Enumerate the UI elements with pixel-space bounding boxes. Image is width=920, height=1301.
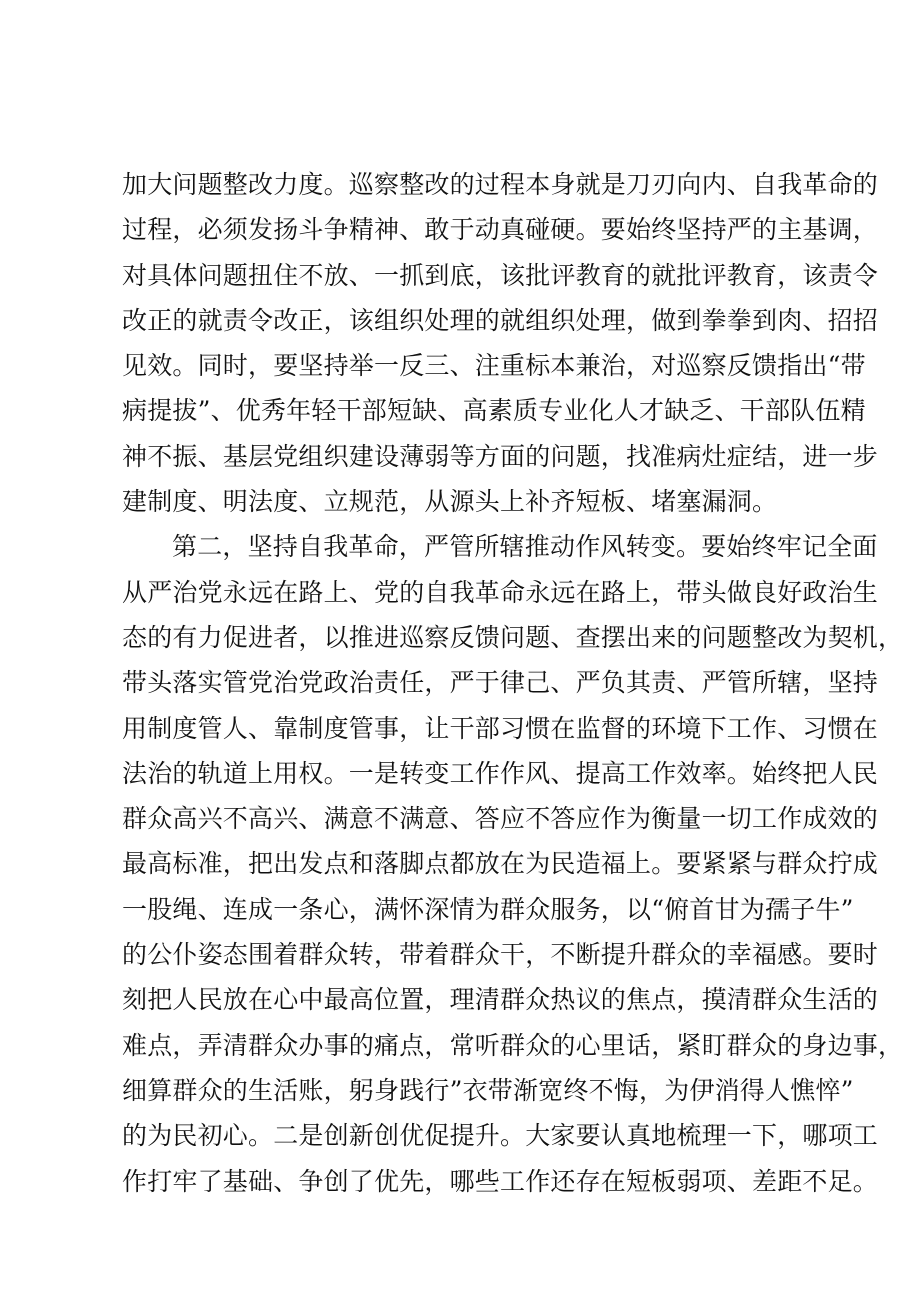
text-line: 改正的就责令改正，该组织处理的就组织处理，做到拳拳到肉、招招 [122, 305, 879, 335]
paragraph-1 [122, 162, 879, 524]
body-text [122, 162, 904, 1204]
text-line: 态的有力促进者，以推进巡察反馈问题、查摆出来的问题整改为契机， [122, 622, 904, 652]
text-line: 病提拔”、优秀年轻干部短缺、高素质专业化人才缺乏、干部队伍精 [122, 396, 866, 426]
text-line: 带头落实管党治党政治责任，严于律己、严负其责、严管所辖，坚持 [122, 668, 879, 698]
text-line: 加大问题整改力度。巡察整改的过程本身就是刀刃向内、自我革命的 [122, 170, 879, 199]
text-line: 难点，弄清群众办事的痛点，常听群众的心里话，紧盯群众的身边事， [122, 1030, 904, 1060]
text-line: 对具体问题扭住不放、一抓到底，该批评教育的就批评教育，该责令 [122, 260, 879, 290]
text-line: 作打牢了基础、争创了优先，哪些工作还存在短板弱项、差距不足。 [122, 1166, 879, 1196]
text-line: 法治的轨道上用权。一是转变工作作风、提高工作效率。始终把人民 [122, 758, 879, 788]
text-line: 群众高兴不高兴、满意不满意、答应不答应作为衡量一切工作成效的 [122, 804, 879, 834]
text-line: 从严治党永远在路上、党的自我革命永远在路上，带头做良好政治生 [122, 577, 879, 607]
text-line: 最高标准，把出发点和落脚点都放在为民造福上。要紧紧与群众拧成 [122, 849, 879, 879]
text-line: 的公仆姿态围着群众转，带着群众干，不断提升群众的幸福感。要时 [122, 940, 879, 970]
text-line: 刻把人民放在心中最高位置，理清群众热议的焦点，摸清群众生活的 [122, 985, 879, 1015]
text-line: 神不振、基层党组织建设薄弱等方面的问题，找准病灶症结，进一步 [122, 441, 879, 471]
text-line: 第二，坚持自我革命，严管所辖推动作风转变。要始终牢记全面 [172, 532, 878, 562]
text-line: 过程，必须发扬斗争精神、敢于动真碰硬。要始终坚持严的主基调， [122, 215, 879, 245]
paragraph-2 [122, 524, 904, 1203]
text-line: 见效。同时，要坚持举一反三、注重标本兼治，对巡察反馈指出“带 [122, 351, 866, 381]
text-line: 细算群众的生活账，躬身践行”衣带渐宽终不悔，为伊消得人憔悴” [122, 1075, 854, 1105]
text-line: 一股绳、连成一条心，满怀深情为群众服务，以“俯首甘为孺子牛” [122, 894, 854, 924]
text-line: 的为民初心。二是创新创优促提升。大家要认真地梳理一下，哪项工 [122, 1121, 879, 1151]
text-line: 建制度、明法度、立规范，从源头上补齐短板、堵塞漏洞。 [122, 487, 778, 517]
text-line: 用制度管人、靠制度管事，让干部习惯在监督的环境下工作、习惯在 [122, 713, 879, 743]
